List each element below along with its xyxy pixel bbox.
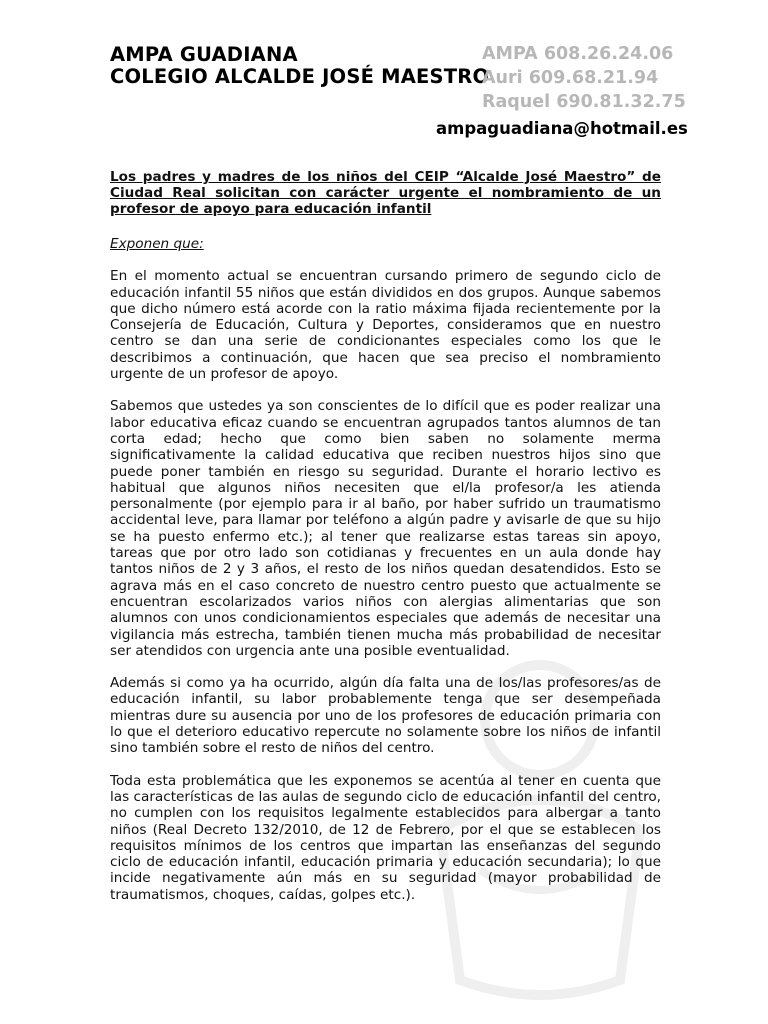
paragraph-3: Además si como ya ha ocurrido, algún día falta una de los/las profesores/as de educación infantil, su labor probablemente tenga que ser desempeñada mientras dure su ausencia por uno de los profesores de educación primaria con lo que el deterioro educativo repercute no solamente sobre los niños de infantil sino también sobre el resto de niños del centro. [110, 675, 661, 757]
paragraph-2: Sabemos que ustedes ya son conscientes de lo difícil que es poder realizar una labor educativa eficaz cuando se encuentran agrupados tantos alumnos de tan corta edad; hecho que como bien saben no solamente merma significativamente la calidad educativa que reciben nuestros hijos sino que puede poner también en riesgo su seguridad. Durante el horario lectivo es habitual que algunos niños necesiten que el/la profesor/a les atienda personalmente (por ejemplo para ir al baño, por haber sufrido un traumatismo accidental leve, para llamar por teléfono a algún padre y avisarle de que su hijo se ha puesto enfermo etc.); al tener que realizarse estas tareas sin apoyo, tareas que por otro lado son cotidianas y frecuentes en un aula donde hay tantos niños de 2 y 3 años, el resto de los niños quedan desatendidos. Esto se agrava más en el caso concreto de nuestro centro puesto que actualmente se encuentran escolarizados varios niños con alergias alimentarias que son alumnos con unos condicionamientos especiales que además de necesitar una vigilancia más estrecha, también tienen mucha más probabilidad de necesitar ser atendidos con urgencia ante una posible eventualidad. [110, 398, 661, 659]
contact-email: ampaguadiana@hotmail.es [436, 119, 688, 138]
school-name: COLEGIO ALCALDE JOSÉ MAESTRO [110, 65, 490, 88]
document-title: Los padres y madres de los niños del CEIP “Alcalde José Maestro” de Ciudad Real solicitan con carácter urgente el nombramiento de un profesor de apoyo para educación infantil [110, 169, 661, 217]
paragraph-1: En el momento actual se encuentran cursando primero de segundo ciclo de educación infantil 55 niños que están divididos en dos grupos. Aunque sabemos que dicho número está acorde con la ratio máxima fijada recientemente por la Consejería de Educación, Cultura y Deportes, consideramos que en nuestro centro se dan una serie de condicionantes especiales como los que le describimos a continuación, que hacen que sea preciso el nombramiento urgente de un profesor de apoyo. [110, 268, 661, 383]
contact-phones [482, 42, 686, 114]
contact-phone-auri: Auri 609.68.21.94 [482, 68, 659, 88]
organization-name: AMPA GUADIANA [110, 43, 298, 66]
letter-body [110, 236, 661, 919]
letterhead [110, 44, 489, 88]
contact-phone-raquel: Raquel 690.81.32.75 [482, 92, 686, 112]
contact-phone-ampa: AMPA 608.26.24.06 [482, 44, 674, 64]
intro-label: Exponen que: [110, 236, 204, 252]
paragraph-4: Toda esta problemática que les exponemos se acentúa al tener en cuenta que las características de las aulas de segundo ciclo de educación infantil del centro, no cumplen con los requisitos legalmente establecidos para albergar a tanto niños (Real Decreto 132/2010, de 12 de Febrero, por el que se establecen los requisitos mínimos de los centros que impartan las enseñanzas del segundo ciclo de educación infantil, educación primaria y educación secundaria); lo que incide negativamente aún más en su seguridad (mayor probabilidad de traumatismos, choques, caídas, golpes etc.). [110, 772, 661, 903]
